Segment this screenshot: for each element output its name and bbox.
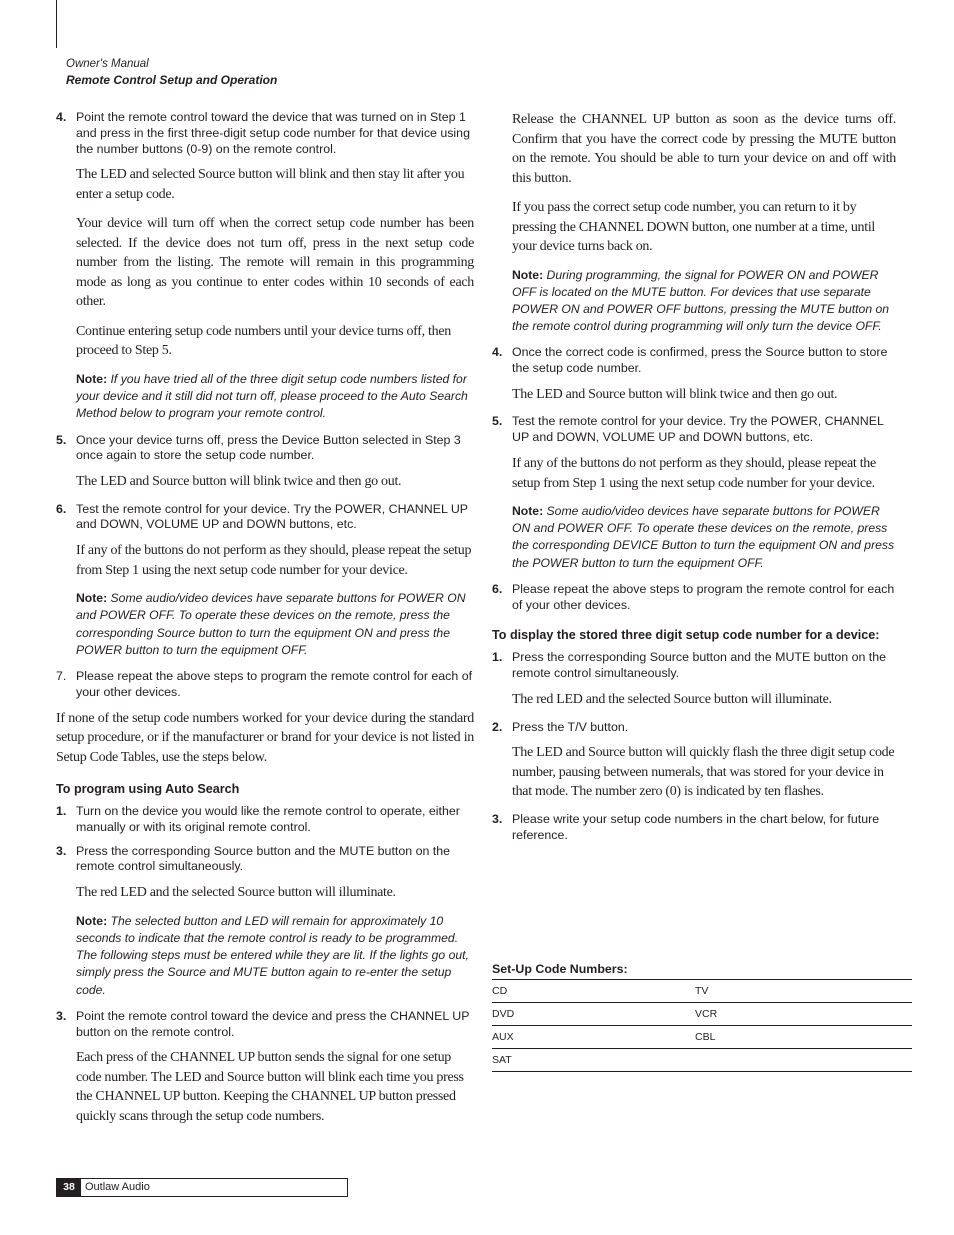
note-power-buttons: [56, 590, 474, 659]
step-number: 6.: [56, 501, 67, 516]
table-cell: CD: [492, 985, 508, 997]
auto-step-3: [56, 844, 474, 876]
note-mute-signal: [492, 267, 896, 336]
step-number: 1.: [492, 650, 503, 665]
step-4-store: [492, 345, 896, 377]
step-number: 1.: [56, 804, 67, 819]
step-6-repeat: [492, 582, 896, 614]
setup-code-table-title: Set-Up Code Numbers:: [492, 962, 628, 976]
page-header: [66, 56, 277, 88]
section-title: Remote Control Setup and Operation: [66, 73, 278, 87]
auto-step-3b: [56, 1009, 474, 1041]
note-auto-search: [56, 371, 474, 423]
note-text: If you have tried all of the three digit setup code numbers listed for your device and it still did not turn off, please proceed to the Auto Search Method below to program your remote control.: [76, 371, 468, 421]
step-text: Turn on the device you would like the remote control to operate, either manually or with its original remote control.: [76, 804, 460, 834]
step-text: Please repeat the above steps to program the remote control for each of your other devices.: [512, 581, 895, 612]
paragraph-each-press: Each press of the CHANNEL UP button sends the signal for one setup code number. The LED and Source button will blink each time you press the CHANNEL UP button. Keeping the CHANNEL UP button pressed quickly scans through the setup code numbers.: [76, 1050, 464, 1124]
table-row: [492, 1026, 912, 1049]
step-text: Point the remote control toward the device that was turned on in Step 1 and press in the first three-digit setup code number for that device using the number buttons (0-9) on the remote control.: [76, 110, 470, 156]
paragraph-blink-twice: The LED and Source button will blink twice and then go out.: [512, 386, 838, 402]
paragraph-illuminate: The red LED and the selected Source button will illuminate.: [76, 885, 396, 901]
manual-title: Owner's Manual: [66, 58, 149, 70]
auto-step-1: [56, 804, 474, 836]
table-row: [492, 1003, 912, 1026]
note-ten-seconds: [56, 913, 474, 999]
paragraph-none-worked: If none of the setup code numbers worked for your device during the standard setup procedure, or if the manufacturer or brand for your device is not listed in Setup Code Tables, use the steps below.: [56, 710, 474, 765]
note-device-button: [492, 503, 896, 572]
note-label: Note:: [76, 913, 108, 928]
step-5-test: [492, 414, 896, 446]
auto-search-heading: To program using Auto Search: [56, 782, 240, 797]
table-row: [492, 980, 912, 1003]
step-number: 2.: [492, 719, 503, 734]
paragraph-release: Release the CHANNEL UP button as soon as the device turns off. Confirm that you have the correct code by pressing the MUTE button on the remote. You should be able to turn your device on and off with this button.: [512, 112, 896, 186]
table-cell: DVD: [492, 1008, 515, 1020]
step-number: 7.: [56, 669, 67, 683]
step-text: Point the remote control toward the device and press the CHANNEL UP button on the remote control.: [76, 1008, 470, 1039]
step-text: Press the corresponding Source button and the MUTE button on the remote control simultaneously.: [76, 843, 451, 874]
note-text: During programming, the signal for POWER ON and POWER OFF is located on the MUTE button. For devices that use separate POWER ON and POWER OFF buttons, pressing the MUTE button on the remote control during programming will only turn the device OFF.: [512, 267, 890, 334]
step-5: [56, 433, 474, 465]
footer-brand: Outlaw Audio: [85, 1181, 150, 1193]
table-cell: SAT: [492, 1054, 512, 1066]
step-number: 6.: [492, 581, 503, 596]
step-number: 4.: [492, 345, 503, 360]
page-number: 38: [57, 1179, 81, 1196]
step-text: Press the T/V button.: [512, 719, 629, 734]
note-label: Note:: [76, 591, 108, 606]
step-4: [56, 110, 474, 157]
paragraph-pass: If you pass the correct setup code number, you can return to it by pressing the CHANNEL DOWN button, one number at a time, until your device turns back on.: [512, 200, 876, 254]
step-text: Once your device turns off, press the Device Button selected in Step 3 once again to store the setup code number.: [76, 432, 461, 463]
paragraph-blink-twice: The LED and Source button will blink twice and then go out.: [76, 474, 402, 490]
step-text: Please write your setup code numbers in the chart below, for future reference.: [512, 811, 880, 842]
step-text: Once the correct code is confirmed, press the Source button to store the setup code number.: [512, 345, 888, 376]
step-number: 5.: [56, 432, 67, 447]
paragraph-repeat: If any of the buttons do not perform as they should, please repeat the setup from Step 1 using the next setup code number for your device.: [76, 543, 472, 578]
display-step-2: [492, 720, 896, 736]
note-text: Some audio/video devices have separate buttons for POWER ON and POWER OFF. To operate these devices on the remote, press the corresponding Source button to turn the equipment ON and press the POWER button to turn the equipment OFF.: [76, 591, 466, 657]
paragraph-illuminate: The red LED and the selected Source button will illuminate.: [512, 692, 832, 707]
paragraph-turnoff: Your device will turn off when the correct setup code number has been selected. If the device does not turn off, press in the next setup code number from the listing. The remote will remain in this programming mode as long as you continue to enter codes within 10 seconds of each other.: [76, 216, 474, 310]
step-number: 3.: [56, 1008, 67, 1023]
step-7: [56, 669, 474, 701]
note-label: Note:: [76, 371, 108, 386]
note-text: Some audio/video devices have separate buttons for POWER ON and POWER OFF. To operate these devices on the remote, press the corresponding DEVICE Button to turn the equipment ON and press the POWER button to turn the equipment OFF.: [512, 504, 895, 570]
step-text: Please repeat the above steps to program the remote control for each of your other devices.: [76, 669, 473, 699]
step-number: 4.: [56, 110, 67, 124]
setup-code-table: [492, 979, 912, 1072]
paragraph-repeat: If any of the buttons do not perform as they should, please repeat the setup from Step 1 using the next setup code number for your device.: [512, 456, 876, 491]
table-cell: CBL: [695, 1031, 716, 1043]
note-text: The selected button and LED will remain for approximately 10 seconds to indicate that the remote control is ready to be programmed. The following steps must be entered while they are lit. If the lights go out, simply press the Source and MUTE button again to re-enter the setup code.: [76, 913, 469, 997]
table-cell: TV: [695, 985, 709, 997]
step-text: Test the remote control for your device. Try the POWER, CHANNEL UP and DOWN, VOLUME UP and DOWN buttons, etc.: [512, 414, 884, 445]
display-step-1: [492, 650, 896, 682]
paragraph-flash: The LED and Source button will quickly flash the three digit setup code number, pausing between numerals, that was stored for your device in that mode. The number zero (0) is indicated by ten flashes.: [512, 745, 895, 800]
paragraph-blink: The LED and selected Source button will blink and then stay lit after you enter a setup code.: [76, 167, 465, 202]
note-label: Note:: [512, 504, 544, 518]
step-number: 5.: [492, 414, 503, 429]
right-column: [492, 110, 896, 851]
display-code-heading: To display the stored three digit setup code number for a device:: [492, 628, 880, 643]
display-step-3: [492, 812, 896, 844]
step-number: 3.: [56, 843, 67, 858]
table-row: [492, 1049, 912, 1072]
page-footer: [56, 1178, 348, 1197]
left-column: [56, 110, 474, 1136]
note-label: Note:: [512, 267, 544, 282]
table-cell: AUX: [492, 1031, 514, 1043]
header-rule: [56, 0, 57, 48]
paragraph-continue: Continue entering setup code numbers until your device turns off, then proceed to Step 5.: [76, 323, 451, 359]
step-text: Test the remote control for your device. Try the POWER, CHANNEL UP and DOWN, VOLUME UP and DOWN buttons, etc.: [76, 501, 468, 532]
step-6: [56, 502, 474, 534]
table-cell: VCR: [695, 1008, 718, 1020]
step-number: 3.: [492, 811, 503, 826]
step-text: Press the corresponding Source button and the MUTE button on the remote control simultaneously.: [512, 650, 887, 681]
